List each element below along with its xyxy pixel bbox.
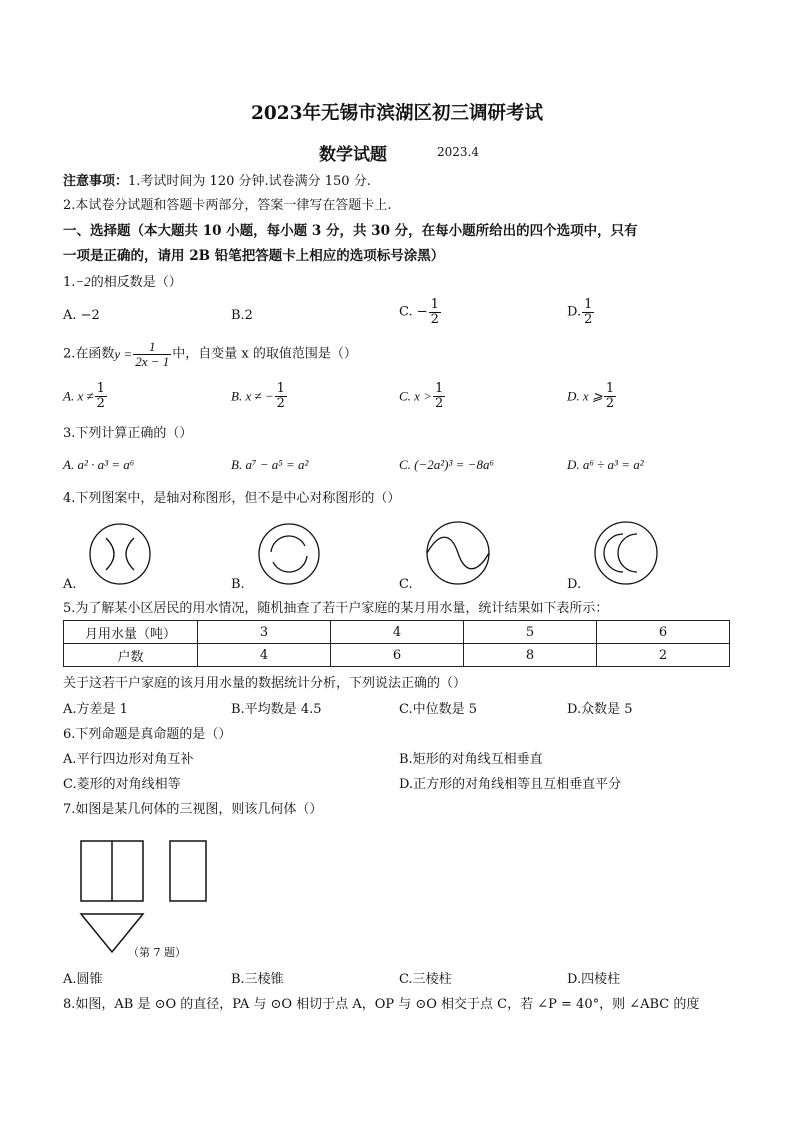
q5-option-d: D.众数是 5: [567, 702, 633, 717]
q1-d-prefix: D.: [567, 304, 582, 320]
q1-option-b: B.2: [231, 308, 253, 323]
q2-y: y =: [114, 346, 133, 362]
q4-figure-a: [88, 522, 152, 586]
q4-a-left-arc: [106, 538, 114, 570]
q5-cell: 2: [597, 644, 730, 667]
q4-label-b: B.: [231, 577, 245, 592]
q1-number: 1.: [63, 275, 76, 290]
q7-option-d: D.四棱柱: [567, 972, 621, 987]
q4-stem: 4.下列图案中，是轴对称图形，但不是中心对称图形的（）: [63, 491, 401, 506]
q6-option-a: A.平行四边形对角互补: [63, 752, 194, 767]
q4-figure-b: [257, 522, 321, 586]
q2-a-num: 1: [96, 381, 105, 396]
q1-option-d: [567, 298, 595, 327]
q3-option-c: C. (−2a²)³ = −8a⁶: [399, 457, 494, 472]
q6-option-c: C.菱形的对角线相等: [63, 777, 181, 792]
q7-caption: （第 7 题）: [128, 946, 186, 959]
exam-title: 2023年无锡市滨湖区初三调研考试: [251, 103, 543, 124]
q2-prefix: 2.在函数: [63, 346, 115, 362]
q2-option-b: [231, 382, 288, 411]
q4-a-right-arc: [126, 538, 134, 570]
q7-side-view: [170, 841, 206, 901]
q2-option-a: [63, 382, 108, 411]
q2-c-fraction: [433, 382, 445, 411]
q5-cell: 6: [597, 621, 730, 644]
q2-fraction: [133, 340, 171, 369]
q4-d-right-crescent: [618, 534, 637, 572]
q2-d-num: 1: [605, 381, 615, 396]
q3-stem: 3.下列计算正确的（）: [63, 426, 193, 441]
section-heading-line-2: 一项是正确的，请用 2B 铅笔把答题卡上相应的选项标号涂黑）: [63, 248, 445, 264]
q2-b-prefix: B. x ≠ −: [231, 388, 274, 404]
section-heading-line-1: 一、选择题（本大题共 10 小题，每小题 3 分，共 30 分，在每小题所给出的四个选项中，只有: [63, 223, 638, 239]
q2-c-num: 1: [434, 381, 444, 396]
q5-table: [63, 620, 730, 667]
q5-row2-header: 户数: [64, 644, 198, 667]
q2-c-prefix: C. x >: [399, 388, 432, 404]
q5-row1-header: 月用水量（吨）: [64, 621, 198, 644]
q7-stem: 7.如图是某几何体的三视图，则该几何体（）: [63, 802, 323, 817]
q7-three-views: [78, 838, 218, 958]
q4-label-c: C.: [399, 577, 413, 592]
q7-option-c: C.三棱柱: [399, 972, 452, 987]
q3-option-a: A. a² · a³ = a⁶: [63, 457, 135, 472]
q5-cell: 3: [198, 621, 331, 644]
q2-c-den: 2: [434, 396, 444, 411]
q1-c-fraction: [429, 298, 441, 327]
q2-d-fraction: [604, 382, 616, 411]
q4-a-circle: [90, 524, 150, 584]
q6-stem: 6.下列命题是真命题的是（）: [63, 727, 232, 742]
notice-line-2: 2.本试卷分试题和答题卡两部分，答案一律写在答题卡上.: [63, 198, 392, 213]
q2-den: 2x − 1: [135, 354, 170, 369]
q2-b-num: 1: [276, 381, 285, 396]
q5-option-c: C.中位数是 5: [399, 702, 478, 717]
q1-text: 的相反数是（）: [90, 275, 182, 290]
notice-text-1: 1.考试时间为 120 分钟.试卷满分 150 分.: [128, 174, 371, 189]
q4-figure-c: [425, 520, 491, 586]
q5-question: 关于这若干户家庭的该月用水量的数据统计分析，下列说法正确的（）: [63, 676, 467, 691]
q7-option-a: A.圆锥: [63, 972, 103, 987]
q2-stem: [63, 340, 357, 369]
q1-option-c: [399, 298, 442, 327]
q4-c-s-curve: [427, 537, 489, 569]
q5-cell: 5: [464, 621, 597, 644]
q2-b-den: 2: [276, 396, 285, 411]
q2-a-den: 2: [96, 396, 105, 411]
q5-table-row: [64, 644, 730, 667]
q1-math: −2: [75, 274, 91, 289]
q5-option-b: B.平均数是 4.5: [231, 702, 322, 717]
q5-option-a: A.方差是 1: [63, 702, 128, 717]
q2-a-fraction: [95, 382, 107, 411]
q5-cell: 4: [331, 621, 464, 644]
q4-figure-d: [593, 520, 659, 586]
q8-stem: 8.如图，AB 是 ⊙O 的直径，PA 与 ⊙O 相切于点 A，OP 与 ⊙O 相交于点 C，若 ∠P = 40°，则 ∠ABC 的度: [63, 997, 700, 1012]
notice-line-1: [63, 173, 371, 191]
q2-option-c: [399, 382, 446, 411]
q1-stem: [63, 273, 182, 292]
q2-option-d: [567, 382, 617, 411]
q1-c-num: 1: [430, 297, 439, 312]
q5-cell: 8: [464, 644, 597, 667]
q2-d-den: 2: [605, 396, 615, 411]
q1-c-den: 2: [430, 312, 439, 327]
q3-option-d: D. a⁶ ÷ a³ = a²: [567, 457, 644, 472]
q1-d-fraction: [582, 298, 594, 327]
q2-num: 1: [133, 340, 171, 355]
q4-d-left-crescent: [604, 534, 623, 572]
q2-a-prefix: A. x ≠: [63, 388, 94, 404]
q1-c-prefix: C. −: [399, 304, 428, 320]
q1-d-num: 1: [584, 297, 593, 312]
q5-table-row: [64, 621, 730, 644]
notice-label: 注意事项：: [63, 174, 129, 189]
q2-text: 中，自变量 x 的取值范围是（）: [172, 346, 357, 362]
q1-option-a: A. −2: [63, 308, 100, 323]
q5-cell: 4: [198, 644, 331, 667]
exam-subtitle: 数学试题: [319, 145, 387, 165]
q6-option-b: B.矩形的对角线互相垂直: [399, 752, 543, 767]
q4-b-lower-arc: [273, 556, 307, 572]
q5-stem: 5.为了解某小区居民的用水情况，随机抽查了若干户家庭的某月用水量，统计结果如下表所示：: [63, 601, 609, 616]
q2-b-fraction: [275, 382, 287, 411]
q3-option-b: B. a⁷ − a⁵ = a²: [231, 457, 309, 472]
q1-d-den: 2: [584, 312, 593, 327]
q6-option-d: D.正方形的对角线相等且互相垂直平分: [399, 777, 622, 792]
q7-option-b: B.三棱锥: [231, 972, 284, 987]
q4-b-outer-circle: [259, 524, 319, 584]
exam-date: 2023.4: [437, 145, 479, 159]
q5-cell: 6: [331, 644, 464, 667]
q4-b-upper-arc: [271, 536, 305, 552]
q2-d-prefix: D. x ⩾: [567, 388, 603, 404]
q4-label-a: A.: [63, 577, 77, 592]
q4-label-d: D.: [567, 577, 582, 592]
